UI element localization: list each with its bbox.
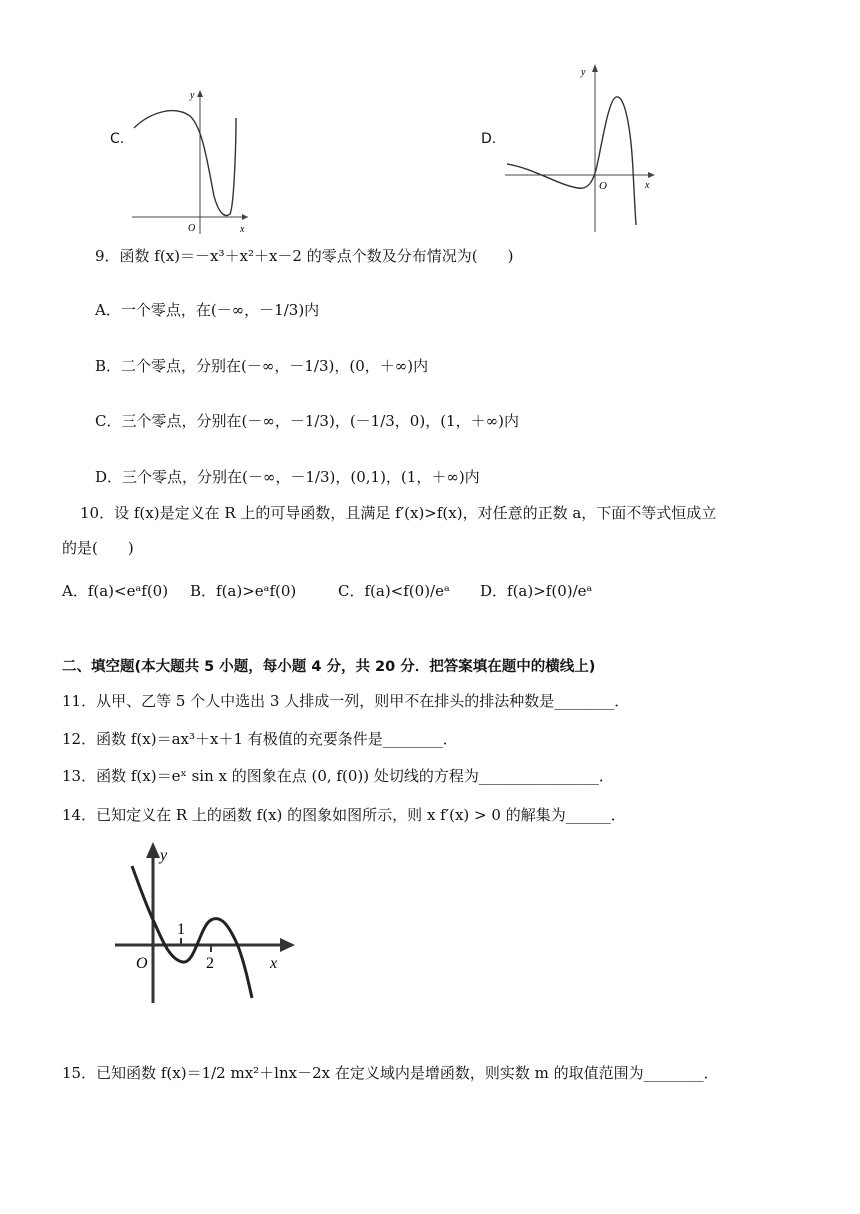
q12: 12．函数 f(x)＝ax³＋x＋1 有极值的充要条件是________．: [62, 730, 458, 748]
graph-d-plot: [503, 60, 663, 235]
q14-graph-tick-2: 2: [206, 955, 214, 972]
q14: 14．已知定义在 R 上的函数 f(x) 的图象如图所示，则 x f′(x) > 0 的解集为______．: [62, 806, 626, 824]
q14-graph-x-label: x: [270, 955, 278, 972]
q9-option-b: B．二个零点，分别在(－∞，－1/3)，(0，＋∞)内: [95, 357, 429, 375]
q10-stem-continued: 的是( ): [62, 539, 134, 557]
graph-d-x-label: x: [645, 180, 650, 191]
q10-option-a: A．f(a)<eᵃf(0): [62, 582, 169, 600]
graph-c-x-label: x: [240, 224, 245, 235]
graph-c-origin-label: O: [188, 223, 196, 234]
graph-d-label: D.: [481, 131, 497, 147]
q9-option-a: A．一个零点，在(－∞，－1/3)内: [95, 301, 320, 319]
graph-c-y-label: y: [190, 90, 195, 101]
q14-graph: [110, 838, 305, 1008]
q10-option-c: C．f(a)<f(0)/eᵃ: [338, 582, 450, 600]
graph-c-plot: [128, 86, 253, 236]
q10-option-b: B．f(a)>eᵃf(0): [190, 582, 297, 600]
q14-graph-origin-label: O: [136, 955, 148, 972]
q15: 15．已知函数 f(x)＝1/2 mx²＋lnx－2x 在定义域内是增函数，则实数 m 的取值范围为________．: [62, 1064, 719, 1082]
graph-c-label: C.: [110, 131, 125, 147]
q14-graph-y-label: y: [160, 847, 168, 864]
q13: 13．函数 f(x)＝eˣ sin x 的图象在点 (0, f(0)) 处切线的方程为________________．: [62, 767, 614, 785]
q9-stem: 9．函数 f(x)＝－x³＋x²＋x－2 的零点个数及分布情况为( ): [95, 247, 514, 265]
q9-option-c: C．三个零点，分别在(－∞，－1/3)，(－1/3，0)，(1，＋∞)内: [95, 412, 519, 430]
q10-option-d: D．f(a)>f(0)/eᵃ: [480, 582, 593, 600]
q11: 11．从甲、乙等 5 个人中选出 3 人排成一列，则甲不在排头的排法种数是________．: [62, 692, 630, 710]
section-heading: 二、填空题(本大题共 5 小题，每小题 4 分，共 20 分．把答案填在题中的横线上): [62, 659, 596, 675]
graph-d-y-label: y: [581, 67, 586, 78]
graph-d-origin-label: O: [599, 180, 607, 192]
q14-graph-tick-1: 1: [177, 921, 185, 938]
q10-stem: 10．设 f(x)是定义在 R 上的可导函数，且满足 f′(x)>f(x)，对任意的正数 a，下面不等式恒成立: [80, 504, 717, 522]
q9-option-d: D．三个零点，分别在(－∞，－1/3)，(0,1)，(1，＋∞)内: [95, 468, 480, 486]
